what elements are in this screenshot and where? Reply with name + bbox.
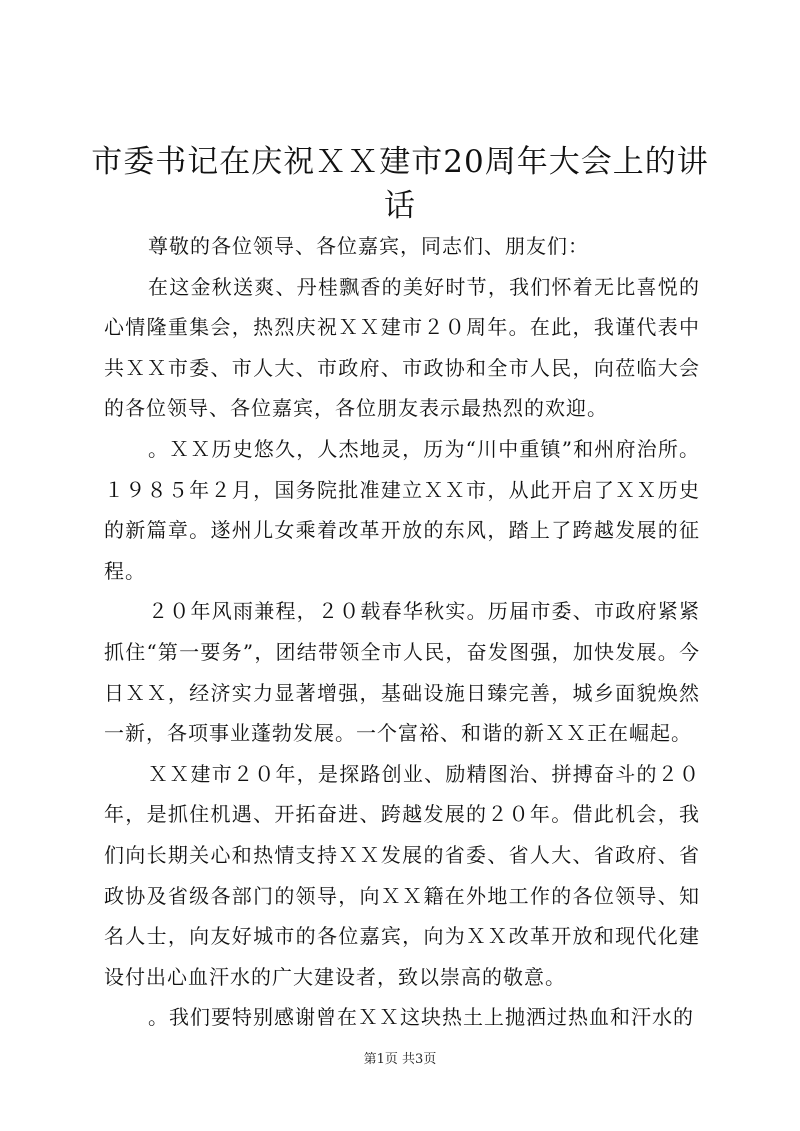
paragraph-welcome: 在这金秋送爽、丹桂飘香的美好时节，我们怀着无比喜悦的心情隆重集会，热烈庆祝ＸＸ建市２０周年。在此，我谨代表中共ＸＸ市委、市人大、市政府、市政协和全市人民，向莅临大会的各位领导、各位嘉宾，各位朋友表示最热烈的欢迎。 [104,274,700,421]
paragraph-gratitude: ＸＸ建市２０年，是探路创业、励精图治、拼搏奋斗的２０年，是抓住机遇、开拓奋进、跨越发展的２０年。借此机会，我们向长期关心和热情支持ＸＸ发展的省委、省人大、省政府、省政协及省级各部门的领导，向ＸＸ籍在外地工作的各位领导、知名人士，向友好城市的各位嘉宾，向为ＸＸ改革开放和现代化建设付出心血汗水的广大建设者，致以崇高的敬意。 [104,761,700,989]
paragraph-thanks: 。我们要特别感谢曾在ＸＸ这块热土上抛洒过热血和汗水的 [148,1005,694,1030]
document-body [104,226,700,1038]
paragraph-history: 。ＸＸ历史悠久，人杰地灵，历为“川中重镇”和州府治所。１９８５年２月，国务院批准建立ＸＸ市，从此开启了ＸＸ历史的新篇章。遂州儿女乘着改革开放的东风，踏上了跨越发展的征程。 [104,436,700,583]
page-footer: 第1页 共3页 [363,1052,437,1067]
document-title: 市委书记在庆祝ＸＸ建市20周年大会上的讲话 [91,144,709,224]
paragraph-salutation: 尊敬的各位领导、各位嘉宾，同志们、朋友们： [148,234,589,258]
paragraph-achievements: ２０年风雨兼程，２０载春华秋实。历届市委、市政府紧紧抓住“第一要务”，团结带领全市人民，奋发图强，加快发展。今日ＸＸ，经济实力显著增强，基础设施日臻完善，城乡面貌焕然一新，各项事业蓬勃发展。一个富裕、和谐的新ＸＸ正在崛起。 [104,599,700,746]
